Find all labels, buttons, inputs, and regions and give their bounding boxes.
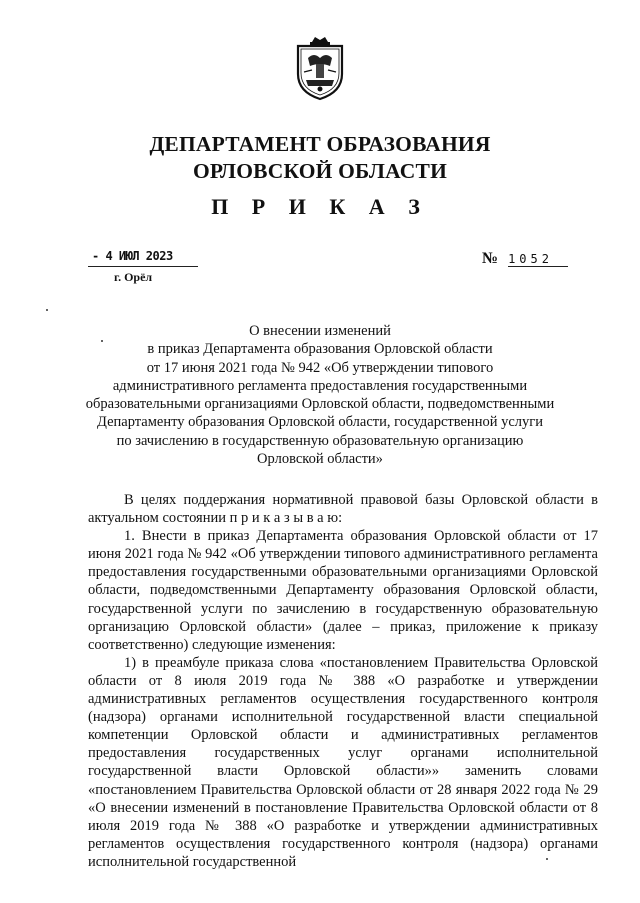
subject-line: по зачислению в государственную образовательную организацию [116, 432, 524, 449]
subject-line: административного регламента предоставления государственными [112, 377, 528, 394]
subject-line: от 17 июня 2021 года № 942 «Об утверждении типового [146, 359, 494, 376]
department-line-2: ОРЛОВСКОЙ ОБЛАСТИ [193, 159, 447, 183]
order-date: - 4 ИЮЛ 2023 [88, 249, 198, 267]
subject-line: образовательными организациями Орловской области, подведомственными [85, 396, 555, 413]
order-city: г. Орёл [114, 270, 153, 284]
scan-speck [546, 858, 548, 860]
scan-speck [101, 340, 103, 342]
department-line-1: ДЕПАРТАМЕНТ ОБРАЗОВАНИЯ [149, 132, 491, 156]
order-number: 1052 [508, 252, 568, 267]
scan-speck [46, 309, 48, 311]
order-number-block [482, 250, 568, 268]
department-title [0, 131, 640, 185]
body-paragraph: 1) в преамбуле приказа слова «постановлением Правительства Орловской области от 8 июля 2019 года № 388 «О разработке и утверждении административных регламентов осуществления государственного контроля (надзора) органами исполнительной государственной власти специальной компетенции Орловской области и административных регламентов предоставления государственных услуг органами исполнительной государственной власти Орловской области»» заменить словами «постановлением Правительства Орловской области от 28 января 2022 года № 29 «О внесении изменений в постановление Правительства Орловской области от 8 июля 2019 года № 388 «О разработке и утверждении административных регламентов осуществления государственного контроля (надзора) органами исполнительной государственной [88, 654, 598, 870]
order-title: П Р И К А З [211, 194, 429, 219]
subject-line: Департаменту образования Орловской области, государственной услуги [97, 414, 543, 431]
number-label: № [482, 250, 499, 267]
body-paragraph: 1. Внести в приказ Департамента образования Орловской области от 17 июня 2021 года № 942 «Об утверждении типового административного регламента предоставления государственными образовательными организациями Орловской области, подведомственными Департаменту образования Орловской области, государственной услуги по зачислению в государственную образовательную организацию Орловской области» (далее – приказ, приложение к приказу соответственно) следующие изменения: [88, 528, 598, 653]
subject-line: О внесении изменений [249, 323, 391, 339]
orel-coat-of-arms-icon [292, 36, 348, 102]
order-body [88, 491, 598, 871]
body-paragraph: В целях поддержания нормативной правовой базы Орловской области в актуальном состоянии п р и к а з ы в а ю: [88, 492, 598, 527]
subject-line: в приказ Департамента образования Орловской области [147, 341, 493, 358]
order-subject [0, 322, 640, 468]
subject-line: Орловской области» [257, 451, 383, 468]
